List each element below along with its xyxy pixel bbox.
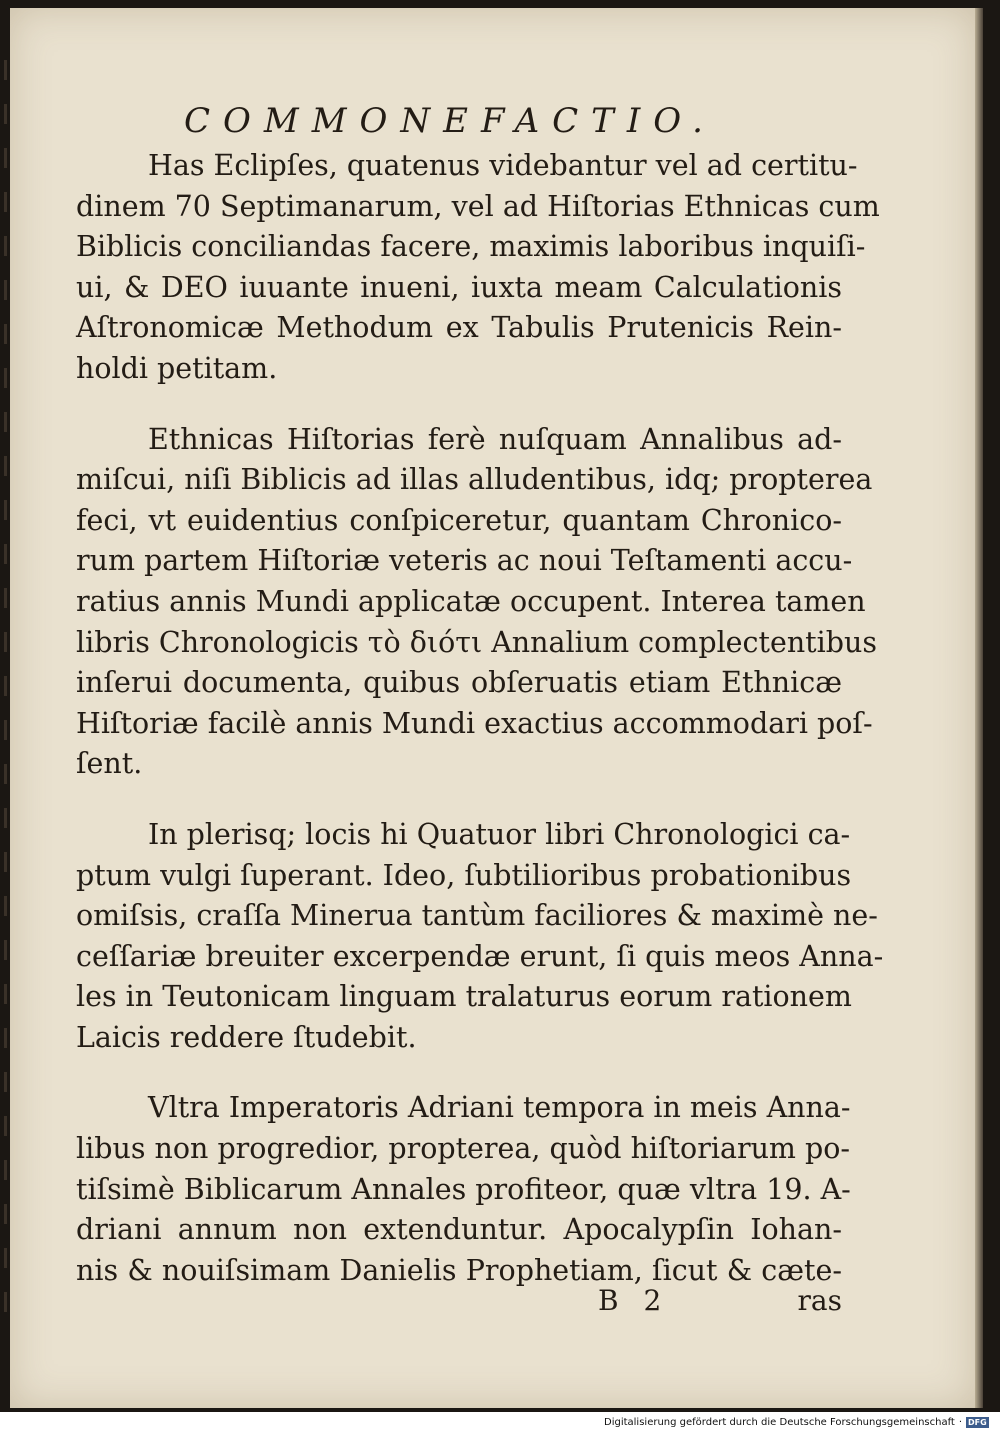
text-line: ratius annis Mundi applicatæ occupent. Interea tamen <box>76 584 866 618</box>
text-line: Laicis reddere ſtudebit. <box>76 1020 417 1054</box>
paragraph-3 <box>76 815 884 1059</box>
text-line: omiſsis, craſſa Minerua tantùm faciliores & maximè ne- <box>76 899 878 933</box>
text-line: Aſtronomicæ Methodum ex Tabulis Prutenicis Rein- <box>76 311 842 345</box>
text-line: ptum vulgi ſuperant. Ideo, ſubtilioribus probationibus <box>76 858 852 892</box>
text-line: ſent. <box>76 747 143 781</box>
text-line: Ethnicas Hiſtorias ferè nuſquam Annalibus ad- <box>148 422 842 456</box>
paragraph-1 <box>76 146 880 390</box>
binding-edge <box>4 60 7 1320</box>
text-line: Biblicis conciliandas facere, maximis laboribus inquiſi- <box>76 230 866 264</box>
credit-separator: · <box>958 1416 963 1428</box>
text-line: nis & nouiſsimam Danielis Prophetiam, ſicut & cæte- <box>76 1253 842 1287</box>
text-line: ui, & DEO iuuante inueni, iuxta meam Calculationis <box>76 270 842 304</box>
page-edge <box>975 8 983 1408</box>
text-line: Hiſtoriæ facilè annis Mundi exactius accommodari poſ- <box>76 706 873 740</box>
catchword: ras <box>797 1284 842 1317</box>
text-line: ceſſariæ breuiter excerpendæ erunt, ſi quis meos Anna- <box>76 939 884 973</box>
text-line: dinem 70 Septimanarum, vel ad Hiſtorias Ethnicas cum <box>76 189 880 223</box>
text-line: driani annum non extenduntur. Apocalypſin Iohan- <box>76 1213 842 1247</box>
text-line: inſerui documenta, quibus obſeruatis etiam Ethnicæ <box>76 666 842 700</box>
signature-mark: B 2 <box>598 1284 670 1317</box>
running-head: COMMONEFACTIO. <box>184 101 716 141</box>
paragraph-4 <box>76 1088 851 1291</box>
digitization-credit <box>604 1414 989 1430</box>
text-line: In plerisq; locis hi Quatuor libri Chronologici ca- <box>148 817 851 851</box>
credit-text: Digitalisierung gefördert durch die Deutsche Forschungsgemeinschaft <box>604 1416 955 1428</box>
text-line: Has Eclipſes, quatenus videbantur vel ad certitu- <box>148 149 858 182</box>
text-line: libris Chronologicis τὸ διότι Annalium complectentibus <box>76 625 877 659</box>
text-line: les in Teutonicam linguam tralaturus eorum rationem <box>76 980 852 1014</box>
paragraph-2 <box>76 420 877 785</box>
text-line: feci, vt euidentius conſpiceretur, quantam Chronico- <box>76 503 842 537</box>
text-line: miſcui, niſi Biblicis ad illas alludentibus, idq; propterea <box>76 463 873 497</box>
text-line: Vltra Imperatoris Adriani tempora in meis Anna- <box>148 1091 851 1125</box>
page-footer <box>76 1284 846 1324</box>
dfg-logo: DFG <box>968 1417 987 1427</box>
text-line: tiſsimè Biblicarum Annales profiteor, quæ vltra 19. A- <box>76 1172 851 1206</box>
text-line: holdi petitam. <box>76 351 278 385</box>
page-text <box>76 96 884 1317</box>
text-line: libus non progredior, propterea, quòd hiſtoriarum po- <box>76 1132 851 1166</box>
text-line: rum partem Hiſtoriæ veteris ac noui Teſtamenti accu- <box>76 544 853 578</box>
